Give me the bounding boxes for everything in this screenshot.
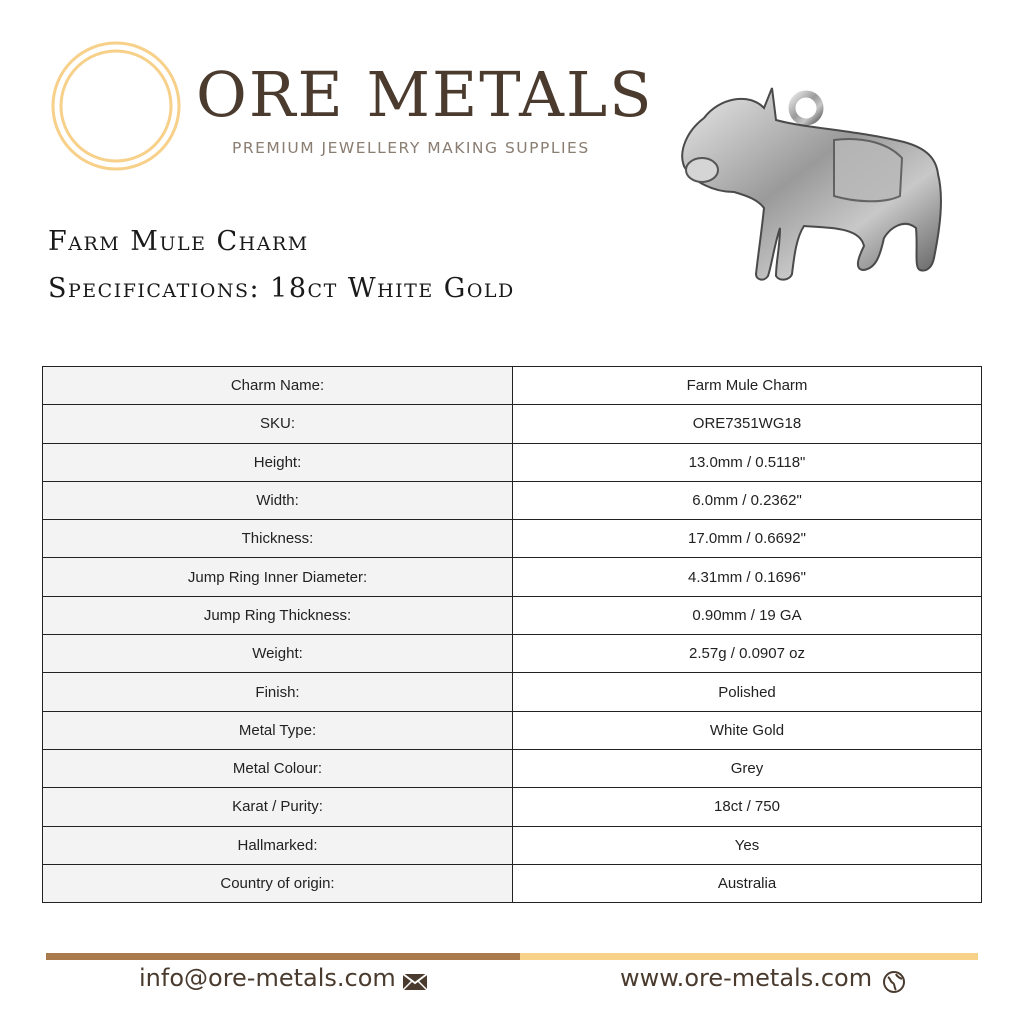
table-row <box>43 443 982 481</box>
brand-name: ORE METALS <box>196 58 654 131</box>
table-row <box>43 405 982 443</box>
footer-divider-yellow <box>520 953 978 960</box>
spec-label: Jump Ring Inner Diameter: <box>43 558 513 596</box>
spec-label: Weight: <box>43 635 513 673</box>
table-row <box>43 520 982 558</box>
footer-divider-brown <box>46 953 520 960</box>
table-row <box>43 481 982 519</box>
spec-label: Country of origin: <box>43 864 513 902</box>
spec-value: 0.90mm / 19 GA <box>513 596 982 634</box>
spec-value: 2.57g / 0.0907 oz <box>513 635 982 673</box>
spec-value: 18ct / 750 <box>513 788 982 826</box>
spec-value: 4.31mm / 0.1696" <box>513 558 982 596</box>
spec-value: Australia <box>513 864 982 902</box>
spec-label: Hallmarked: <box>43 826 513 864</box>
table-row <box>43 596 982 634</box>
mail-icon <box>402 973 428 991</box>
spec-label: Width: <box>43 481 513 519</box>
spec-value: Grey <box>513 749 982 787</box>
table-row <box>43 826 982 864</box>
spec-value: White Gold <box>513 711 982 749</box>
brand-tagline: PREMIUM JEWELLERY MAKING SUPPLIES <box>232 139 590 157</box>
table-row <box>43 788 982 826</box>
spec-label: Charm Name: <box>43 367 513 405</box>
specs-table <box>42 366 982 903</box>
product-title: Farm Mule Charm <box>48 226 309 257</box>
table-row <box>43 635 982 673</box>
logo-ring-icon <box>50 40 182 172</box>
spec-label: SKU: <box>43 405 513 443</box>
spec-label: Thickness: <box>43 520 513 558</box>
email-link[interactable]: info@ore-metals.com <box>139 964 396 992</box>
spec-value: 13.0mm / 0.5118" <box>513 443 982 481</box>
spec-value: 6.0mm / 0.2362" <box>513 481 982 519</box>
spec-value: ORE7351WG18 <box>513 405 982 443</box>
spec-value: Yes <box>513 826 982 864</box>
spec-label: Karat / Purity: <box>43 788 513 826</box>
globe-icon <box>882 970 906 994</box>
spec-label: Height: <box>43 443 513 481</box>
spec-label: Metal Colour: <box>43 749 513 787</box>
table-row <box>43 558 982 596</box>
spec-value: 17.0mm / 0.6692" <box>513 520 982 558</box>
spec-label: Finish: <box>43 673 513 711</box>
table-row <box>43 749 982 787</box>
mule-charm-image <box>664 78 954 290</box>
spec-value: Polished <box>513 673 982 711</box>
specs-title: Specifications: 18ct White Gold <box>48 273 515 304</box>
table-row <box>43 367 982 405</box>
table-row <box>43 864 982 902</box>
spec-value: Farm Mule Charm <box>513 367 982 405</box>
spec-label: Jump Ring Thickness: <box>43 596 513 634</box>
table-row <box>43 711 982 749</box>
website-link[interactable]: www.ore-metals.com <box>620 964 873 992</box>
table-row <box>43 673 982 711</box>
spec-label: Metal Type: <box>43 711 513 749</box>
